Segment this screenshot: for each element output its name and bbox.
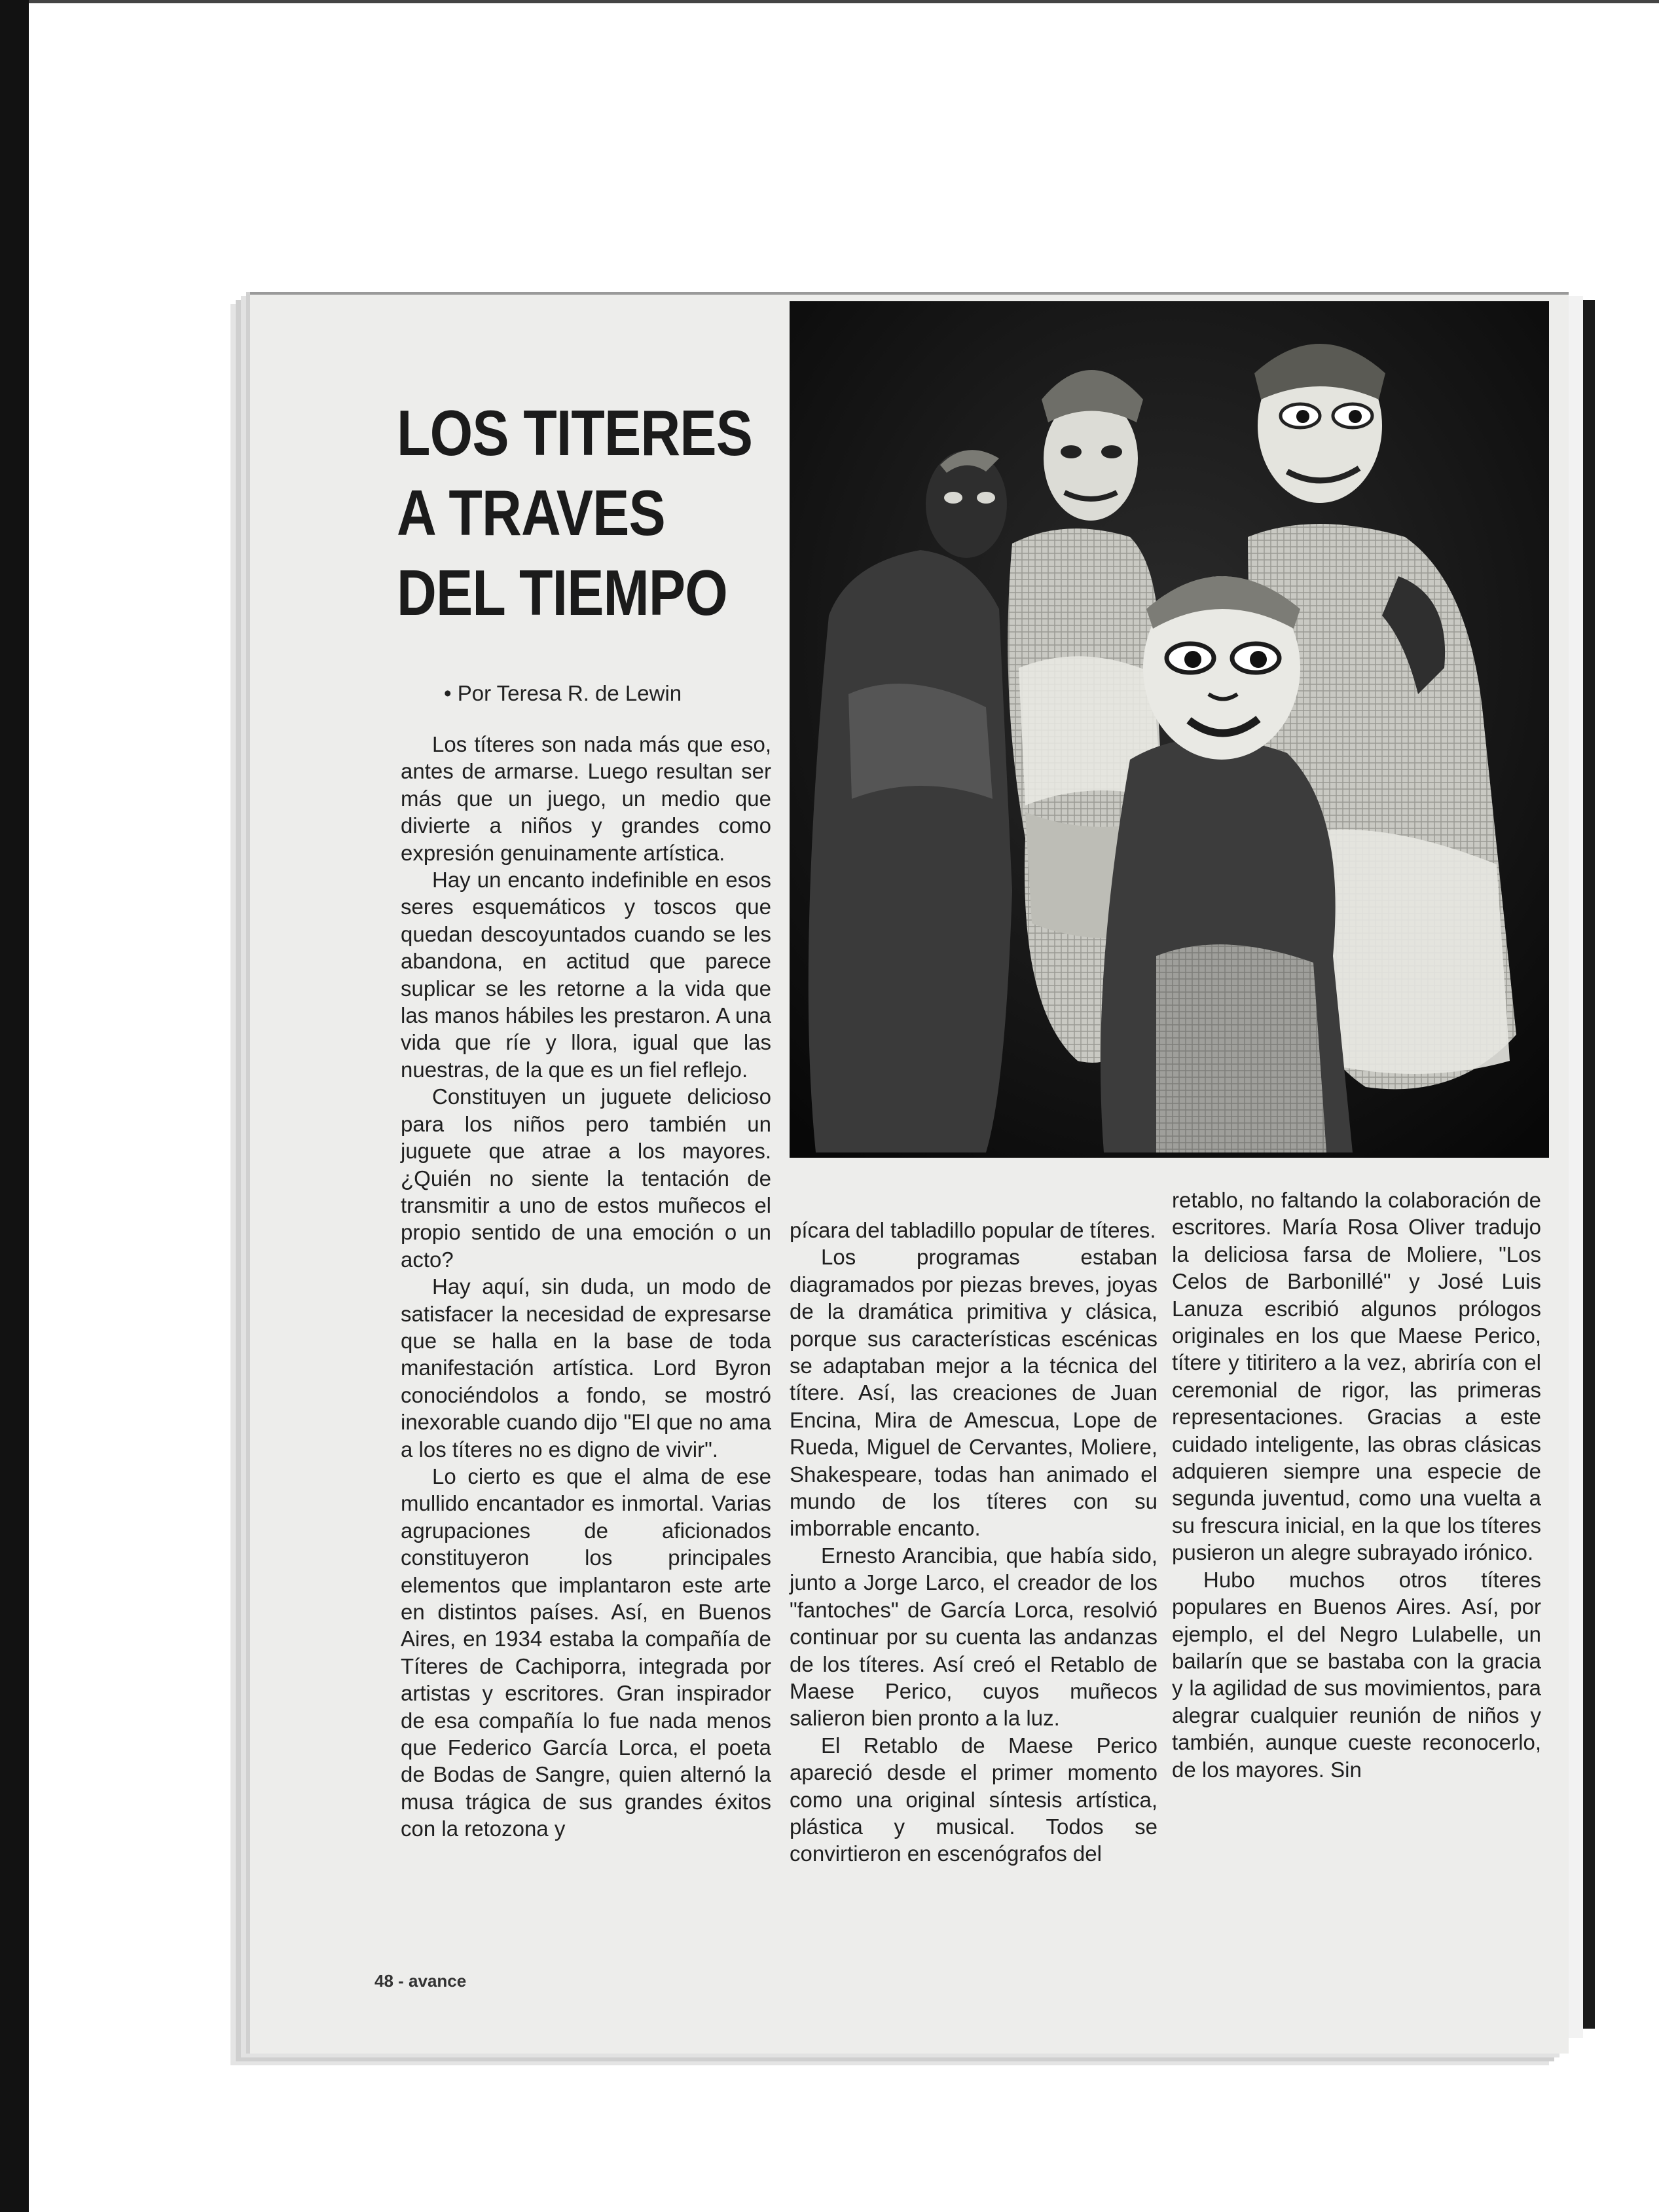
article-title (397, 393, 753, 633)
paragraph: Hubo muchos otros títeres populares en Buenos Aires. Así, por ejemplo, el del Negro Lulabelle, un bailarín que se bastaba con la gracia y la agilidad de sus movimientos, para alegrar cualquier reunión de niños y también, aunque cueste reconocerlo, de los mayores. Sin (1172, 1567, 1541, 1782)
puppets-photo-icon (790, 301, 1549, 1158)
paragraph: Hay un encanto indefinible en esos seres esquemáticos y toscos que quedan descoyuntados cuando se les abandona, en actitud que parece suplicar se les retorne a la vida que las manos hábiles les prestaron. A una vida que ríe y llora, igual que las nuestras, de la que es un fiel reflejo. (401, 868, 771, 1082)
paragraph: Los títeres son nada más que eso, antes de armarse. Luego resultan ser más que un juego, un medio que divierte a niños y grandes como expresión genuinamente artística. (401, 732, 771, 865)
right-page-rule (1583, 300, 1595, 2029)
paragraph: pícara del tabladillo popular de títeres. (790, 1218, 1156, 1242)
byline: • Por Teresa R. de Lewin (444, 681, 682, 705)
title-line-3: DEL TIEMPO (397, 557, 727, 629)
paragraph: Ernesto Arancibia, que había sido, junto a Jorge Larco, el creador de los "fantoches" de García Lorca, resolvió continuar por su cuenta las andanzas de los títeres. Así creó el Retablo de Maese Perico, cuyos muñecos salieron bien pronto a la luz. (790, 1543, 1158, 1731)
scan-edge-top (0, 0, 1659, 3)
text-column-1 (401, 731, 771, 1843)
text-column-3 (1172, 1187, 1541, 1783)
paragraph: Lo cierto es que el alma de ese mullido encantador es inmortal. Varias agrupaciones de aficionados constituyeron los principales elementos que implantaron este arte en distintos países. Así, en Buenos Aires, en 1934 estaba la compañía de Títeres de Cachiporra, integrada por artistas y escritores. Gran inspirador de esa compañía lo fue nada menos que Federico García Lorca, el poeta de Bodas de Sangre, quien alternó la musa trágica de sus grandes éxitos con la retozona y (401, 1464, 771, 1841)
paragraph: Hay aquí, sin duda, un modo de satisfacer la necesidad de expresarse que se halla en la base de toda manifestación artística. Lord Byron conociéndolos a fondo, se mostró inexorable cuando dijo "El que no ama a los títeres no es digno de vivir". (401, 1274, 771, 1462)
title-line-1: LOS TITERES (397, 397, 753, 469)
paragraph: retablo, no faltando la colaboración de escritores. María Rosa Oliver tradujo la deliciosa farsa de Moliere, "Los Celos de Barbonillé" y José Luis Lanuza escribió algunos prólogos originales en los que Maese Perico, títere y titiritero a la vez, abriría con el ceremonial de rigor, las primeras representaciones. Gracias a este cuidado inteligente, las obras clásicas adquieren siempre una especie de segunda juventud, como una vuelta a su frescura inicial, en la que los títeres pusieron un alegre subrayado irónico. (1172, 1188, 1541, 1565)
paragraph: Los programas estaban diagramados por piezas breves, joyas de la dramática primitiva y clásica, porque sus características escénicas se adaptaban mejor a la técnica del títere. Así, las creaciones de Juan Encina, Mira de Amescua, Lope de Rueda, Miguel de Cervantes, Moliere, Shakespeare, todas han animado el mundo de los títeres con su imborrable encanto. (790, 1245, 1158, 1541)
text-column-2 (790, 1217, 1158, 1868)
scan-edge-left (0, 0, 29, 2212)
paragraph: El Retablo de Maese Perico apareció desde el primer momento como una original síntesis artística, plástica y musical. Todos se convirtieron en escenógrafos del (790, 1733, 1158, 1866)
paragraph: Constituyen un juguete delicioso para los niños pero también un juguete que atrae a los mayores. ¿Quién no siente la tentación de transmitir a uno de estos muñecos el propio sentido de una emoción o un acto? (401, 1084, 771, 1272)
page-edge-strip (1569, 296, 1583, 2038)
title-line-2: A TRAVES (397, 477, 665, 549)
page-folio: 48 - avance (374, 1971, 467, 1991)
magazine-page (250, 292, 1569, 2054)
